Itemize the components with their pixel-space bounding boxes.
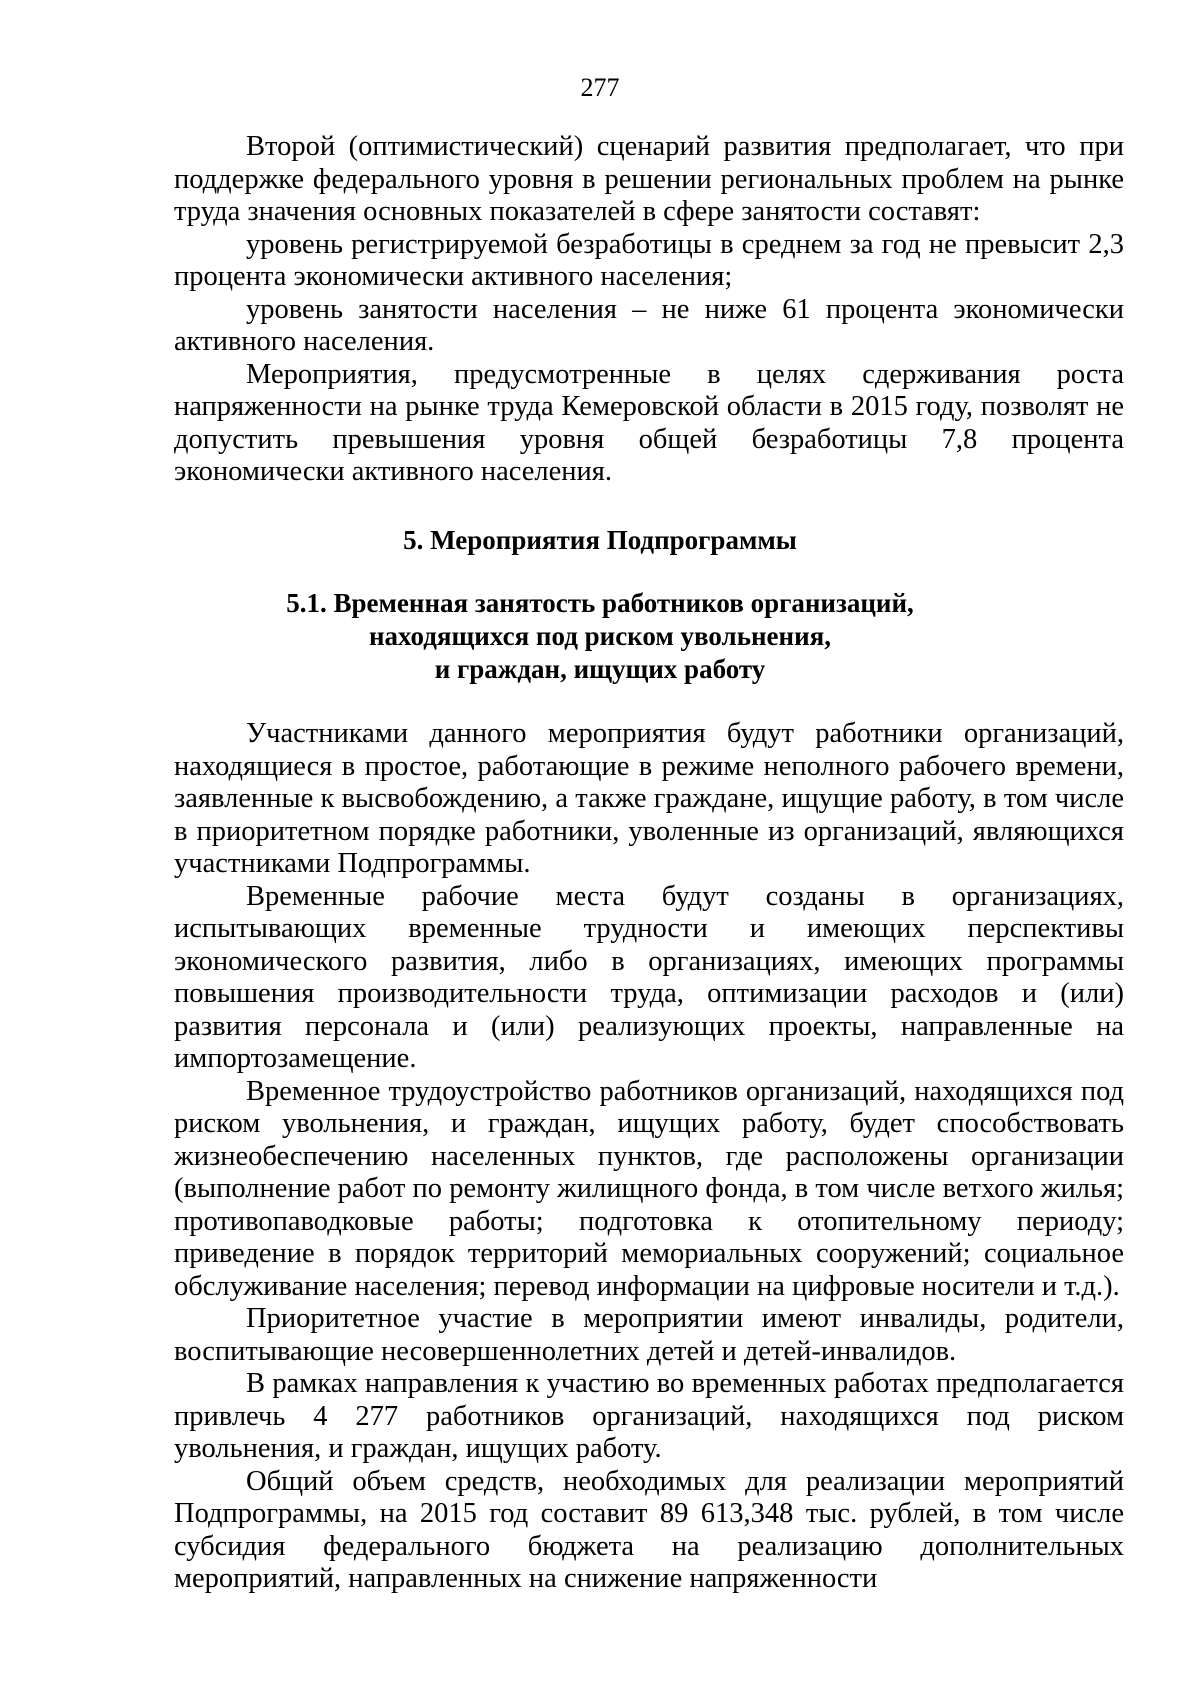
subsection-heading-line: 5.1. Временная занятость работников организаций, [286, 588, 914, 618]
paragraph-planned-participants: В рамках направления к участию во временных работах предполагается привлечь 4 277 работников организаций, находящихся под риском увольнения, и граждан, ищущих работу. [174, 1368, 1124, 1464]
paragraph-measures-2015: Мероприятия, предусмотренные в целях сдерживания роста напряженности на рынке труда Кемеровской области в 2015 году, позволят не допустить превышения уровня общей безработицы 7,8 процента экономически активного населения. [174, 358, 1124, 487]
paragraph-unemployment-level: уровень регистрируемой безработицы в среднем за год не превысит 2,3 процента экономически активного населения; [174, 228, 1124, 292]
paragraph-participants: Участниками данного мероприятия будут работники организаций, находящиеся в простое, работающие в режиме неполного рабочего времени, заявленные к высвобождению, а также граждане, ищущие работу, в том числе в приоритетном порядке работники, уволенные из организаций, являющихся участниками Подпрограммы. [174, 718, 1124, 879]
paragraph-temporary-jobs: Временные рабочие места будут созданы в организациях, испытывающих временные трудности и имеющих перспективы экономического развития, либо в организациях, имеющих программы повышения производительности труда, оптимизации расходов и (или) развития персонала и (или) реализующих проекты, направленные на импортозамещение. [174, 880, 1124, 1074]
paragraph-temporary-employment: Временное трудоустройство работников организаций, находящихся под риском увольнения, и граждан, ищущих работу, будет способствовать жизнеобеспечению населенных пунктов, где расположены организации (выполнение работ по ремонту жилищного фонда, в том числе ветхого жилья; противопаводковые работы; подготовка к отопительному периоду; приведение в порядок территорий мемориальных сооружений; социальное обслуживание населения; перевод информации на цифровые носители и т.д.). [174, 1075, 1124, 1302]
subsection-heading-line: находящихся под риском увольнения, [369, 621, 831, 651]
paragraph-employment-level: уровень занятости населения – не ниже 61 процента экономически активного населения. [174, 293, 1124, 357]
main-text-block [174, 718, 1124, 1596]
subsection-heading-line: и граждан, ищущих работу [434, 654, 766, 684]
subsection-heading [0, 587, 1200, 686]
paragraph-priority-participation: Приоритетное участие в мероприятии имеют инвалиды, родители, воспитывающие несовершеннолетних детей и детей-инвалидов. [174, 1303, 1124, 1367]
paragraph-total-funding: Общий объем средств, необходимых для реализации мероприятий Подпрограммы, на 2015 год составит 89 613,348 тыс. рублей, в том числе субсидия федерального бюджета на реализацию дополнительных мероприятий, направленных на снижение напряженности [174, 1465, 1124, 1594]
page-number: 277 [580, 73, 620, 102]
section-heading: 5. Мероприятия Подпрограммы [403, 525, 797, 555]
paragraph-optimistic-scenario: Второй (оптимистический) сценарий развития предполагает, что при поддержке федерального уровня в решении региональных проблем на рынке труда значения основных показателей в сфере занятости составят: [174, 131, 1124, 227]
intro-text-block [174, 131, 1124, 489]
